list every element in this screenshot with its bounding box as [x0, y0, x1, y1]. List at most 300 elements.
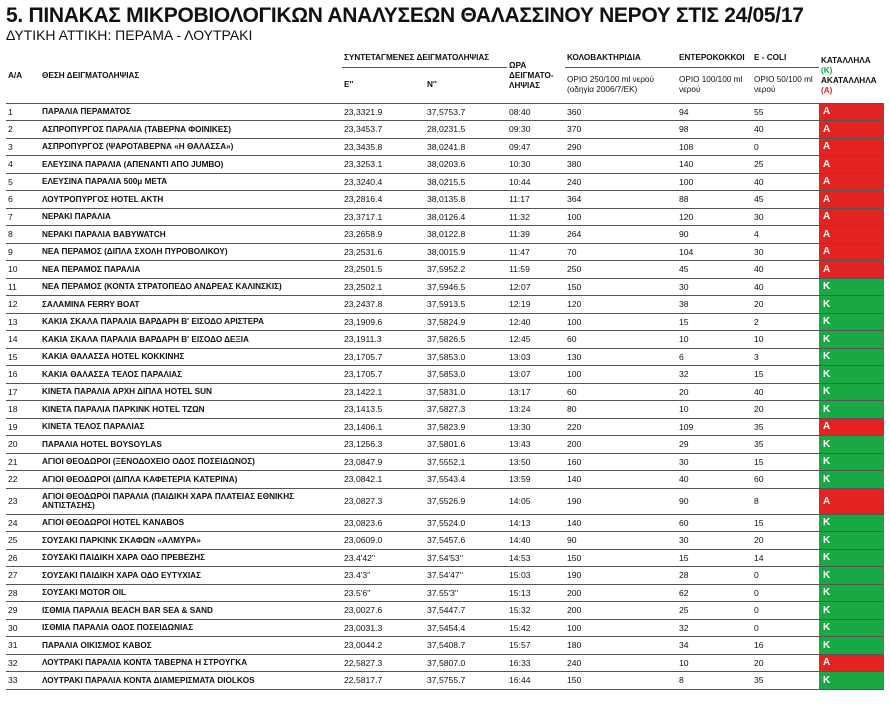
coliform-count: 380: [565, 156, 677, 174]
enterococci-count: 40: [677, 471, 752, 489]
location: ΝΕΑ ΠΕΡΑΜΟΣ (ΚΟΝΤΑ ΣΤΡΑΤΟΠΕΔΟ ΑΝΔΡΕΑΣ ΚΑΛΙΝΣΚΙΣ): [40, 278, 342, 296]
north-coord: 37,5524.0: [425, 514, 507, 532]
coliform-count: 200: [565, 602, 677, 620]
ecoli-count: 15: [752, 453, 819, 471]
status-badge: Κ: [819, 471, 884, 489]
ecoli-count: 15: [752, 366, 819, 384]
enterococci-count: 38: [677, 296, 752, 314]
sample-time: 13:17: [507, 383, 565, 401]
east-coord: 23,3253.1: [342, 156, 425, 174]
coliform-count: 150: [565, 672, 677, 690]
sample-time: 15:32: [507, 602, 565, 620]
ecoli-count: 20: [752, 296, 819, 314]
row-number: 13: [6, 313, 40, 331]
enterococci-count: 10: [677, 401, 752, 419]
north-coord: 37,5755.7: [425, 672, 507, 690]
enterococci-count: 30: [677, 278, 752, 296]
sample-time: 08:40: [507, 103, 565, 121]
location: ΙΣΘΜΙΑ ΠΑΡΑΛΙΑ ΟΔΟΣ ΠΟΣΕΙΔΩΝΙΑΣ: [40, 619, 342, 637]
status-badge: Α: [819, 173, 884, 191]
location: ΠΑΡΑΛΙΑ ΠΕΡΑΜΑΤΟΣ: [40, 103, 342, 121]
sample-time: 14:13: [507, 514, 565, 532]
coliform-count: 70: [565, 243, 677, 261]
table-row: [6, 654, 884, 672]
table-row: [6, 672, 884, 690]
north-coord: 37,5447.7: [425, 602, 507, 620]
row-number: 8: [6, 226, 40, 244]
row-number: 9: [6, 243, 40, 261]
table-row: [6, 138, 884, 156]
east-coord: 23,3435.8: [342, 138, 425, 156]
table-row: [6, 278, 884, 296]
col-status-header: [819, 49, 884, 103]
ecoli-count: 2: [752, 313, 819, 331]
coliform-count: 60: [565, 383, 677, 401]
row-number: 28: [6, 584, 40, 602]
table-row: [6, 602, 884, 620]
location: ΚΑΚΙΑ ΘΑΛΑΣΣΑ ΤΕΛΟΣ ΠΑΡΑΛΙΑΣ: [40, 366, 342, 384]
east-coord: 23,1413.5: [342, 401, 425, 419]
enterococci-count: 29: [677, 436, 752, 454]
ecoli-count: 30: [752, 243, 819, 261]
location: ΛΟΥΤΡΑΚΙ ΠΑΡΑΛΙΑ ΚΟΝΤΑ ΔΙΑΜΕΡΙΣΜΑΤΑ DIOLKOS: [40, 672, 342, 690]
enterococci-count: 15: [677, 313, 752, 331]
ecoli-count: 16: [752, 637, 819, 655]
col-entero-header: ΕΝΤΕΡΟΚΟΚΚΟΙ: [677, 49, 752, 67]
east-coord: 23,1705.7: [342, 366, 425, 384]
sample-time: 12:07: [507, 278, 565, 296]
location: ΣΟΥΣΑΚΙ MOTOR OIL: [40, 584, 342, 602]
row-number: 31: [6, 637, 40, 655]
location: ΚΙΝΕΤΑ ΠΑΡΑΛΙΑ ΑΡΧΗ ΔΙΠΛΑ HOTEL SUN: [40, 383, 342, 401]
col-coli-header: ΚΟΛΟΒΑΚΤΗΡΙΔΙΑ: [565, 49, 677, 67]
sample-time: 15:13: [507, 584, 565, 602]
status-badge: Α: [819, 654, 884, 672]
east-coord: 23,1909.6: [342, 313, 425, 331]
ecoli-count: 35: [752, 436, 819, 454]
status-badge: Κ: [819, 514, 884, 532]
sample-time: 16:33: [507, 654, 565, 672]
row-number: 26: [6, 549, 40, 567]
page-subtitle: ΔΥΤΙΚΗ ΑΤΤΙΚΗ: ΠΕΡΑΜΑ - ΛΟΥΤΡΑΚΙ: [6, 27, 253, 43]
table-row: [6, 637, 884, 655]
header-row-top: [6, 49, 884, 67]
sample-time: 13:59: [507, 471, 565, 489]
ecoli-count: 15: [752, 514, 819, 532]
location: ΑΓΙΟΙ ΘΕΟΔΩΡΟΙ (ΔΙΠΛΑ ΚΑΦΕΤΕΡΙΑ ΚΑΤΕΡΙΝΑ): [40, 471, 342, 489]
row-number: 7: [6, 208, 40, 226]
sample-time: 10:30: [507, 156, 565, 174]
location: ΝΕΑ ΠΕΡΑΜΟΣ (ΔΙΠΛΑ ΣΧΟΛΗ ΠΥΡΟΒΟΛΙΚΟΥ): [40, 243, 342, 261]
status-badge: Α: [819, 226, 884, 244]
north-coord: 28,0231.5: [425, 121, 507, 139]
location: ΚΑΚΙΑ ΣΚΑΛΑ ΠΑΡΑΛΙΑ ΒΑΡΔΑΡΗ Β' ΕΙΣΟΔΟ ΔΕΞΙΑ: [40, 331, 342, 349]
coliform-count: 100: [565, 208, 677, 226]
enterococci-count: 90: [677, 488, 752, 514]
enterococci-count: 108: [677, 138, 752, 156]
north-coord: 37,5408.7: [425, 637, 507, 655]
sample-time: 09:30: [507, 121, 565, 139]
row-number: 3: [6, 138, 40, 156]
enterococci-count: 140: [677, 156, 752, 174]
table-row: [6, 453, 884, 471]
table-row: [6, 567, 884, 585]
enterococci-count: 10: [677, 654, 752, 672]
ecoli-count: 40: [752, 261, 819, 279]
row-number: 4: [6, 156, 40, 174]
sample-time: 12:45: [507, 331, 565, 349]
table-row: [6, 348, 884, 366]
ecoli-count: 20: [752, 401, 819, 419]
sample-time: 14:05: [507, 488, 565, 514]
row-number: 6: [6, 191, 40, 209]
table-row: [6, 549, 884, 567]
col-aa-header: Α/Α: [6, 49, 40, 103]
north-coord: 37.55'3'': [425, 584, 507, 602]
location: ΕΛΕΥΣΙΝΑ ΠΑΡΑΛΙΑ (ΑΠΕΝΑΝΤΙ ΑΠΟ JUMBO): [40, 156, 342, 174]
status-badge: Α: [819, 418, 884, 436]
location: ΚΙΝΕΤΑ ΤΕΛΟΣ ΠΑΡΑΛΙΑΣ: [40, 418, 342, 436]
east-coord: 23.4'42'': [342, 549, 425, 567]
table-row: [6, 296, 884, 314]
status-badge: Κ: [819, 602, 884, 620]
row-number: 18: [6, 401, 40, 419]
east-coord: 23,2502.1: [342, 278, 425, 296]
enterococci-count: 8: [677, 672, 752, 690]
north-coord: 37,5457.6: [425, 532, 507, 550]
north-coord: 37,5826.5: [425, 331, 507, 349]
east-coord: 23,0027.6: [342, 602, 425, 620]
status-badge: Α: [819, 138, 884, 156]
north-coord: 38,0135.8: [425, 191, 507, 209]
sample-time: 12:19: [507, 296, 565, 314]
coliform-count: 250: [565, 261, 677, 279]
ecoli-count: 60: [752, 471, 819, 489]
ecoli-count: 25: [752, 156, 819, 174]
enterococci-count: 90: [677, 226, 752, 244]
table-row: [6, 532, 884, 550]
north-coord: 37,5827.3: [425, 401, 507, 419]
table-row: [6, 418, 884, 436]
row-number: 15: [6, 348, 40, 366]
table-row: [6, 226, 884, 244]
status-badge: Κ: [819, 532, 884, 550]
north-coord: 37.54'53'': [425, 549, 507, 567]
coliform-count: 290: [565, 138, 677, 156]
sample-time: 11:17: [507, 191, 565, 209]
table-row: [6, 488, 884, 514]
coliform-count: 100: [565, 313, 677, 331]
enterococci-count: 28: [677, 567, 752, 585]
east-coord: 23,1705.7: [342, 348, 425, 366]
table-row: [6, 261, 884, 279]
enterococci-count: 94: [677, 103, 752, 121]
table-row: [6, 471, 884, 489]
enterococci-count: 104: [677, 243, 752, 261]
table-row: [6, 366, 884, 384]
table-row: [6, 401, 884, 419]
east-coord: 23,1256.3: [342, 436, 425, 454]
east-coord: 22,5827.3: [342, 654, 425, 672]
col-coords-header: ΣΥΝΤΕΤΑΓΜΕΝΕΣ ΔΕΙΓΜΑΤΟΛΗΨΙΑΣ: [342, 49, 507, 67]
north-coord: 37,5946.5: [425, 278, 507, 296]
enterococci-count: 15: [677, 549, 752, 567]
status-badge: Α: [819, 156, 884, 174]
enterococci-count: 45: [677, 261, 752, 279]
row-number: 27: [6, 567, 40, 585]
col-location-header: ΘΕΣΗ ΔΕΙΓΜΑΤΟΛΗΨΙΑΣ: [40, 49, 342, 103]
row-number: 16: [6, 366, 40, 384]
east-coord: 23,0031.3: [342, 619, 425, 637]
enterococci-count: 32: [677, 366, 752, 384]
status-badge: Α: [819, 243, 884, 261]
location: ΛΟΥΤΡΑΚΙ ΠΑΡΑΛΙΑ ΚΟΝΤΑ ΤΑΒΕΡΝΑ Η ΣΤΡΟΥΓΚΑ: [40, 654, 342, 672]
sample-time: 16:44: [507, 672, 565, 690]
status-badge: Κ: [819, 436, 884, 454]
enterococci-count: 62: [677, 584, 752, 602]
row-number: 17: [6, 383, 40, 401]
north-coord: 37,5913.5: [425, 296, 507, 314]
col-time-header: ΩΡΑ ΔΕΙΓΜΑΤΟ-ΛΗΨΙΑΣ: [507, 49, 565, 103]
east-coord: 23,3717.1: [342, 208, 425, 226]
ecoli-count: 35: [752, 418, 819, 436]
ecoli-count: 0: [752, 584, 819, 602]
table-row: [6, 436, 884, 454]
ecoli-count: 20: [752, 532, 819, 550]
ecoli-count: 0: [752, 619, 819, 637]
status-badge: Κ: [819, 296, 884, 314]
row-number: 19: [6, 418, 40, 436]
coliform-count: 150: [565, 549, 677, 567]
table-row: [6, 191, 884, 209]
results-table: [6, 49, 884, 690]
east-coord: 23,0847.9: [342, 453, 425, 471]
ecoli-count: 40: [752, 278, 819, 296]
row-number: 14: [6, 331, 40, 349]
row-number: 11: [6, 278, 40, 296]
east-coord: 23,3240.4: [342, 173, 425, 191]
location: ΣΟΥΣΑΚΙ ΠΑΙΔΙΚΗ ΧΑΡΑ ΟΔΟ ΠΡΕΒΕΖΗΣ: [40, 549, 342, 567]
north-coord: 37,5853.0: [425, 348, 507, 366]
row-number: 21: [6, 453, 40, 471]
coliform-count: 60: [565, 331, 677, 349]
status-label-a: ΑΚΑΤΑΛΛΗΛΑ: [821, 75, 877, 85]
status-badge: Κ: [819, 348, 884, 366]
col-ecoli-limit: ΟΡΙΟ 50/100 ml νερού: [752, 67, 819, 103]
sample-time: 15:57: [507, 637, 565, 655]
north-coord: 37,5543.4: [425, 471, 507, 489]
location: ΚΑΚΙΑ ΘΑΛΑΣΣΑ HOTEL ΚΟΚΚΙΝΗΣ: [40, 348, 342, 366]
ecoli-count: 30: [752, 208, 819, 226]
col-north-header: Ν'': [425, 67, 507, 103]
ecoli-count: 14: [752, 549, 819, 567]
enterococci-count: 30: [677, 532, 752, 550]
east-coord: 23,3453.7: [342, 121, 425, 139]
row-number: 12: [6, 296, 40, 314]
col-coli-limit: ΟΡΙΟ 250/100 ml νερού (οδηγία 2006/7/ΕΚ): [565, 67, 677, 103]
enterococci-count: 100: [677, 173, 752, 191]
sample-time: 14:40: [507, 532, 565, 550]
coliform-count: 190: [565, 567, 677, 585]
location: ΙΣΘΜΙΑ ΠΑΡΑΛΙΑ BEACH BAR SEA & SAND: [40, 602, 342, 620]
north-coord: 37,5824.9: [425, 313, 507, 331]
coliform-count: 140: [565, 471, 677, 489]
coliform-count: 100: [565, 619, 677, 637]
table-row: [6, 208, 884, 226]
coliform-count: 220: [565, 418, 677, 436]
status-badge: Α: [819, 488, 884, 514]
row-number: 25: [6, 532, 40, 550]
location: ΑΣΠΡΟΠΥΡΓΟΣ (ΨΑΡΟΤΑΒΕΡΝΑ «Η ΘΑΛΑΣΣΑ»): [40, 138, 342, 156]
north-coord: 37,5552.1: [425, 453, 507, 471]
north-coord: 37,5526.9: [425, 488, 507, 514]
coliform-count: 264: [565, 226, 677, 244]
status-badge: Κ: [819, 278, 884, 296]
east-coord: 23,2531.6: [342, 243, 425, 261]
ecoli-count: 55: [752, 103, 819, 121]
row-number: 22: [6, 471, 40, 489]
location: ΑΓΙΟΙ ΘΕΟΔΩΡΟΙ (ΞΕΝΟΔΟΧΕΙΟ ΟΔΟΣ ΠΟΣΕΙΔΩΝΟΣ): [40, 453, 342, 471]
north-coord: 37,5753.7: [425, 103, 507, 121]
coliform-count: 364: [565, 191, 677, 209]
coliform-count: 240: [565, 173, 677, 191]
coliform-count: 200: [565, 436, 677, 454]
coliform-count: 100: [565, 366, 677, 384]
sample-time: 12:40: [507, 313, 565, 331]
status-badge: Α: [819, 191, 884, 209]
ecoli-count: 40: [752, 121, 819, 139]
table-row: [6, 313, 884, 331]
east-coord: 23,1406.1: [342, 418, 425, 436]
status-badge: Α: [819, 121, 884, 139]
sample-time: 13:50: [507, 453, 565, 471]
sample-time: 13:43: [507, 436, 565, 454]
ecoli-count: 0: [752, 138, 819, 156]
ecoli-count: 0: [752, 567, 819, 585]
row-number: 10: [6, 261, 40, 279]
east-coord: 23,0827.3: [342, 488, 425, 514]
east-coord: 23,0044.2: [342, 637, 425, 655]
row-number: 2: [6, 121, 40, 139]
east-coord: 23,2501.5: [342, 261, 425, 279]
status-badge: Κ: [819, 331, 884, 349]
location: ΚΙΝΕΤΑ ΠΑΡΑΛΙΑ ΠΑΡΚΙΝΚ HOTEL ΤΖΩΝ: [40, 401, 342, 419]
table-row: [6, 243, 884, 261]
status-code-a: (Α): [821, 85, 833, 95]
status-badge: Κ: [819, 584, 884, 602]
table-body: [6, 103, 884, 689]
coliform-count: 120: [565, 296, 677, 314]
col-ecoli-header: Ε - COLI: [752, 49, 819, 67]
enterococci-count: 6: [677, 348, 752, 366]
sample-time: 11:39: [507, 226, 565, 244]
status-badge: Κ: [819, 313, 884, 331]
col-entero-limit: ΟΡΙΟ 100/100 ml νερού: [677, 67, 752, 103]
coliform-count: 370: [565, 121, 677, 139]
east-coord: 23,1422.1: [342, 383, 425, 401]
table-row: [6, 121, 884, 139]
east-coord: 23,1911.3: [342, 331, 425, 349]
coliform-count: 240: [565, 654, 677, 672]
enterococci-count: 34: [677, 637, 752, 655]
location: ΝΕΡΑΚΙ ΠΑΡΑΛΙΑ BABYWATCH: [40, 226, 342, 244]
sample-time: 09:47: [507, 138, 565, 156]
page-title: 5. ΠΙΝΑΚΑΣ ΜΙΚΡΟΒΙΟΛΟΓΙΚΩΝ ΑΝΑΛΥΣΕΩΝ ΘΑΛΑΣΣΙΝΟΥ ΝΕΡΟΥ ΣΤΙΣ 24/05/17: [6, 4, 804, 27]
sample-time: 11:59: [507, 261, 565, 279]
north-coord: 38,0015.9: [425, 243, 507, 261]
sample-time: 10:44: [507, 173, 565, 191]
east-coord: 22,5817.7: [342, 672, 425, 690]
north-coord: 38,0126.4: [425, 208, 507, 226]
east-coord: 23,0842.1: [342, 471, 425, 489]
coliform-count: 130: [565, 348, 677, 366]
enterococci-count: 88: [677, 191, 752, 209]
north-coord: 38,0215.5: [425, 173, 507, 191]
north-coord: 37,5831.0: [425, 383, 507, 401]
enterococci-count: 20: [677, 383, 752, 401]
east-coord: 23,0823.6: [342, 514, 425, 532]
status-badge: Κ: [819, 383, 884, 401]
status-badge: Κ: [819, 453, 884, 471]
east-coord: 23.5'6'': [342, 584, 425, 602]
row-number: 32: [6, 654, 40, 672]
status-badge: Α: [819, 208, 884, 226]
table-row: [6, 103, 884, 121]
sample-time: 13:30: [507, 418, 565, 436]
location: ΕΛΕΥΣΙΝΑ ΠΑΡΑΛΙΑ 500μ ΜΕΤΑ: [40, 173, 342, 191]
status-badge: Κ: [819, 401, 884, 419]
coliform-count: 190: [565, 488, 677, 514]
coliform-count: 160: [565, 453, 677, 471]
status-badge: Κ: [819, 619, 884, 637]
ecoli-count: 35: [752, 672, 819, 690]
status-code-k: (Κ): [821, 65, 833, 75]
row-number: 20: [6, 436, 40, 454]
status-badge: Κ: [819, 549, 884, 567]
north-coord: 38,0122.8: [425, 226, 507, 244]
coliform-count: 180: [565, 637, 677, 655]
east-coord: 23,2437.8: [342, 296, 425, 314]
east-coord: 23,3321.9: [342, 103, 425, 121]
location: ΑΓΙΟΙ ΘΕΟΔΩΡΟΙ ΠΑΡΑΛΙΑ (ΠΑΙΔΙΚΗ ΧΑΡΑ ΠΛΑΤΕΙΑΣ ΕΘΝΙΚΗΣ ΑΝΤΙΣΤΑΣΗΣ): [40, 488, 342, 514]
row-number: 23: [6, 488, 40, 514]
location: ΝΕΑ ΠΕΡΑΜΟΣ ΠΑΡΑΛΙΑ: [40, 261, 342, 279]
sample-time: 13:24: [507, 401, 565, 419]
coliform-count: 200: [565, 584, 677, 602]
enterococci-count: 109: [677, 418, 752, 436]
table-row: [6, 331, 884, 349]
ecoli-count: 40: [752, 383, 819, 401]
enterococci-count: 25: [677, 602, 752, 620]
row-number: 24: [6, 514, 40, 532]
north-coord: 37,5807.0: [425, 654, 507, 672]
east-coord: 23,2816.4: [342, 191, 425, 209]
row-number: 29: [6, 602, 40, 620]
sample-time: 13:03: [507, 348, 565, 366]
table-row: [6, 584, 884, 602]
enterococci-count: 98: [677, 121, 752, 139]
row-number: 33: [6, 672, 40, 690]
east-coord: 23.4'3'': [342, 567, 425, 585]
location: ΠΑΡΑΛΙΑ HOTEL BOYSOYLAS: [40, 436, 342, 454]
table-row: [6, 383, 884, 401]
east-coord: 23,0609.0: [342, 532, 425, 550]
enterococci-count: 120: [677, 208, 752, 226]
north-coord: 37,5853.0: [425, 366, 507, 384]
sample-time: 11:32: [507, 208, 565, 226]
status-badge: Κ: [819, 672, 884, 690]
ecoli-count: 3: [752, 348, 819, 366]
